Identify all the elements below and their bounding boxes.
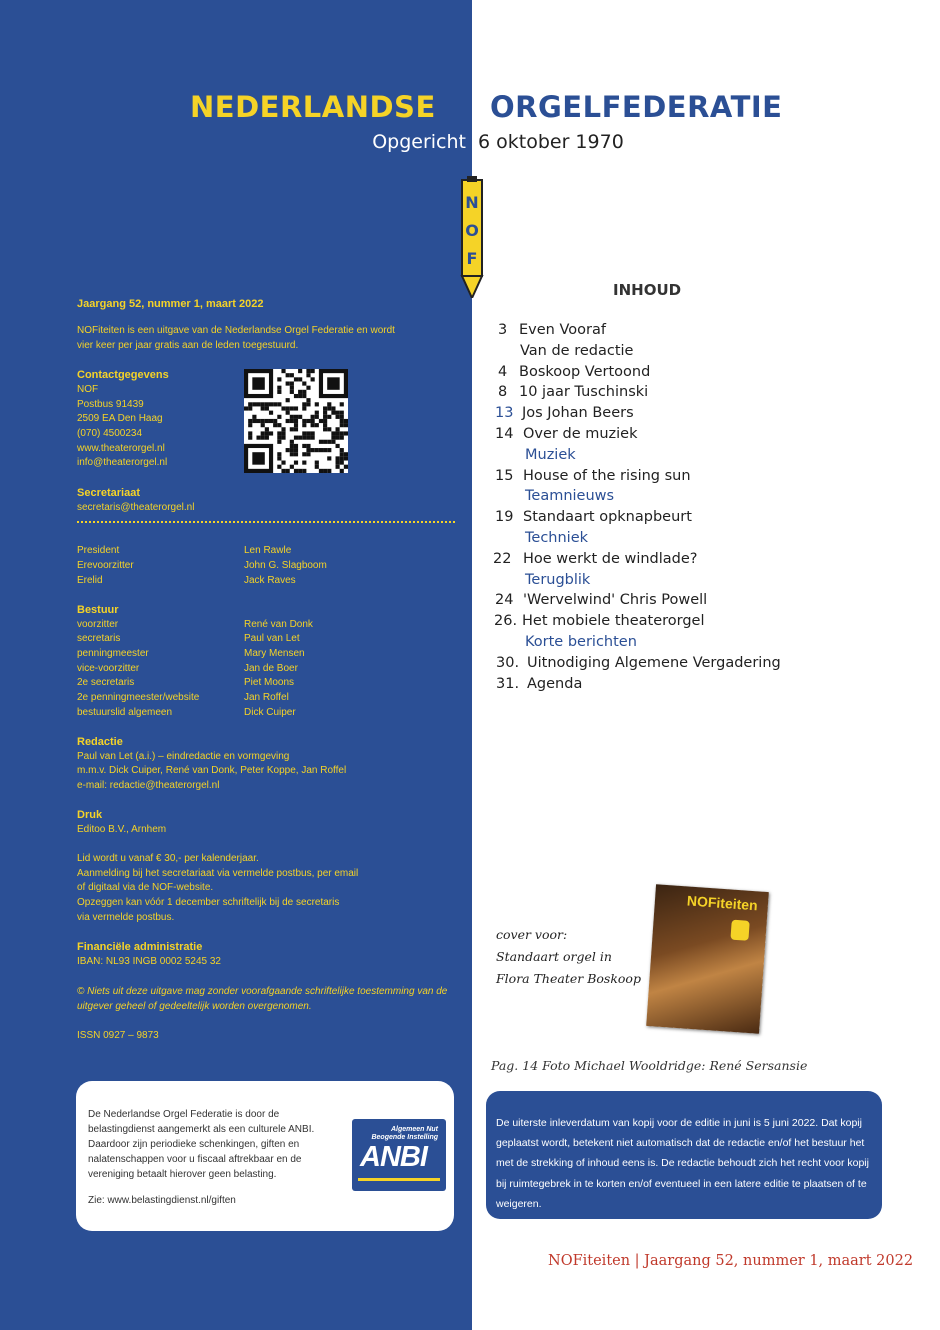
lid-line: Aanmelding bij het secretariaat via vermelde postbus, per email: [77, 868, 359, 879]
toc-page-number: 22: [493, 550, 512, 567]
inhoud-title: INHOUD: [613, 281, 682, 299]
bestuur-role: vice-voorzitter: [77, 663, 140, 674]
toc-entry-title[interactable]: House of the rising sun: [523, 467, 691, 484]
bestuur-role: voorzitter: [77, 619, 119, 630]
intro-line-1: NOFiteiten is een uitgave van de Nederlandse Orgel Federatie en wordt: [77, 325, 395, 336]
cover-caption-line: Flora Theater Boskoop: [496, 971, 641, 986]
anbi-logo-bar: [358, 1178, 440, 1181]
copyright-notice: © Niets uit deze uitgave mag zonder voorafgaande schriftelijke toestemming van de uitgever geheel of gedeeltelijk worden overgenomen.: [77, 986, 448, 1012]
toc-page-number: 3: [498, 322, 508, 338]
contact-line: (070) 4500234: [77, 428, 143, 439]
toc-entry-title[interactable]: Boskoop Vertoond: [519, 363, 651, 380]
toc-page-number: 31.: [496, 675, 520, 692]
contact-line: NOF: [77, 384, 99, 395]
officer-name: Jack Raves: [244, 575, 296, 586]
druk-line: Editoo B.V., Arnhem: [77, 824, 167, 835]
toc-page-number: 14: [495, 426, 514, 442]
lid-line: Lid wordt u vanaf € 30,- per kalenderjaar.: [77, 853, 259, 864]
toc-page-number: 24: [495, 592, 514, 609]
dotted-divider: [77, 521, 455, 523]
bestuur-role: penningmeester: [77, 648, 149, 659]
toc-section-heading[interactable]: Terugblik: [525, 571, 591, 588]
secretariaat-email-link[interactable]: secretaris@theaterorgel.nl: [77, 502, 195, 513]
contact-line: Postbus 91439: [77, 399, 144, 410]
bestuur-role: 2e penningmeester/website: [77, 692, 200, 703]
toc-page-number: 19: [495, 509, 514, 526]
toc-section-heading[interactable]: Muziek: [525, 446, 576, 463]
issue-line: Jaargang 52, nummer 1, maart 2022: [77, 298, 264, 310]
issn-line: ISSN 0927 – 9873: [77, 1030, 159, 1041]
toc-entry-title[interactable]: Hoe werkt de windlade?: [523, 550, 698, 567]
iban-line: IBAN: NL93 INGB 0002 5245 32: [77, 956, 221, 967]
bestuur-role: secretaris: [77, 633, 121, 644]
contact-heading: Contactgegevens: [77, 369, 169, 381]
toc-entry-title[interactable]: Jos Johan Beers: [522, 405, 634, 422]
anbi-url-link[interactable]: Zie: www.belastingdienst.nl/giften: [88, 1195, 236, 1206]
subtitle-opgericht: Opgericht: [372, 131, 466, 153]
toc-entry-title[interactable]: Even Vooraf: [519, 322, 606, 338]
anbi-text: De Nederlandse Orgel Federatie is door de belastingdienst aangemerkt als een culturele ANBI. Daardoor zijn periodieke schenkingen, giften en nalatenschappen voor u fiscaal aftrekbaar en de vereniging betaalt hierover geen belasting.: [88, 1109, 315, 1180]
lid-line: of digitaal via de NOF-website.: [77, 882, 214, 893]
bestuur-name: Jan de Boer: [244, 663, 298, 674]
toc-entry-title[interactable]: Over de muziek: [523, 426, 638, 442]
photo-credit: Pag. 14 Foto Michael Wooldridge: René Sersansie: [491, 1058, 808, 1073]
lid-line: Opzeggen kan vóór 1 december schriftelijk bij de secretaris: [77, 897, 340, 908]
lid-line: via vermelde postbus.: [77, 912, 175, 923]
bestuur-role: 2e secretaris: [77, 677, 135, 688]
contact-line: 2509 EA Den Haag: [77, 413, 163, 424]
anbi-logo-icon: [352, 1119, 446, 1191]
finance-heading: Financiële administratie: [77, 941, 203, 953]
toc-page-number: 15: [495, 467, 514, 484]
redactie-heading: Redactie: [77, 736, 123, 748]
bestuur-role: bestuurslid algemeen: [77, 707, 173, 718]
bestuur-name: Piet Moons: [244, 677, 295, 688]
svg-text:N: N: [465, 193, 479, 212]
deadline-text: De uiterste inleverdatum van kopij voor de editie in juni is 5 juni 2022. Dat kopij geplaatst wordt, betekent niet automatisch dat de redactie en/of het bestuur het met de strekking of inhoud eens is. De redactie behoudt zich het recht voor kopij bij ruimtegebrek in te korten en/of eventueel in een latere editie te plaatsen of te weigeren.: [496, 1117, 869, 1210]
toc-entry-title[interactable]: Agenda: [527, 675, 583, 692]
toc-page-number: 8: [498, 384, 508, 401]
anbi-box: [76, 1081, 454, 1231]
qr-code-icon[interactable]: [244, 369, 348, 473]
toc-section-heading[interactable]: Teamnieuws: [525, 488, 615, 505]
officer-role: President: [77, 545, 120, 556]
svg-text:O: O: [465, 221, 479, 240]
deadline-box: [486, 1091, 882, 1219]
title-nederlandse: NEDERLANDSE: [190, 90, 436, 124]
redactie-email-link[interactable]: e-mail: redactie@theaterorgel.nl: [77, 780, 220, 791]
bestuur-name: Dick Cuiper: [244, 707, 296, 718]
redactie-line: Paul van Let (a.i.) – eindredactie en vormgeving: [77, 751, 290, 762]
toc-entry-title[interactable]: 10 jaar Tuschinski: [519, 384, 649, 401]
toc-entry-title[interactable]: Van de redactie: [520, 342, 634, 359]
toc-page-number: 30.: [496, 654, 520, 671]
officer-name: John G. Slagboom: [244, 560, 327, 571]
toc-section-heading[interactable]: Techniek: [525, 530, 589, 546]
toc-entry-title[interactable]: Standaart opknapbeurt: [523, 509, 692, 526]
toc-page-number: 4: [498, 363, 508, 380]
bestuur-name: René van Donk: [244, 619, 313, 630]
druk-heading: Druk: [77, 809, 103, 821]
page-footer: NOFiteiten | Jaargang 52, nummer 1, maart 2022: [548, 1253, 914, 1269]
intro-line-2: vier keer per jaar gratis aan de leden toegestuurd.: [77, 340, 299, 351]
toc-page-number: 13: [495, 405, 514, 422]
cover-caption-line: cover voor:: [496, 927, 568, 942]
officer-role: Erevoorzitter: [77, 560, 134, 571]
bestuur-name: Jan Roffel: [244, 692, 289, 703]
contact-email-link[interactable]: info@theaterorgel.nl: [77, 457, 168, 468]
toc-section-heading[interactable]: Korte berichten: [525, 634, 637, 650]
cover-portrait-icon: [730, 920, 749, 941]
anbi-logo-text: ANBI: [360, 1141, 427, 1173]
bestuur-heading: Bestuur: [77, 604, 119, 616]
cover-caption-line: Standaart orgel in: [496, 949, 612, 964]
toc-page-number: 26.: [494, 613, 518, 630]
bestuur-name: Paul van Let: [244, 633, 300, 644]
anbi-logo-subtitle: Algemeen Nut Beogende Instelling: [371, 1126, 438, 1141]
officer-name: Len Rawle: [244, 545, 292, 556]
bestuur-name: Mary Mensen: [244, 648, 305, 659]
contact-website-link[interactable]: www.theaterorgel.nl: [77, 443, 165, 454]
officer-role: Erelid: [77, 575, 103, 586]
cover-magazine-title: NOFiteiten: [686, 892, 759, 914]
cover-image: [646, 884, 769, 1034]
toc-entry-title[interactable]: Het mobiele theaterorgel: [522, 613, 705, 630]
title-orgelfederatie: ORGELFEDERATIE: [490, 90, 783, 124]
toc-entry-title[interactable]: 'Wervelwind' Chris Powell: [523, 592, 708, 609]
toc-entry-title[interactable]: Uitnodiging Algemene Vergadering: [527, 654, 781, 671]
svg-text:F: F: [466, 249, 478, 268]
cover-caption: [496, 924, 641, 990]
nof-logo-icon: [458, 176, 486, 298]
subtitle-date: 6 oktober 1970: [478, 131, 624, 153]
secretariaat-heading: Secretariaat: [77, 487, 140, 499]
redactie-line: m.m.v. Dick Cuiper, René van Donk, Peter Koppe, Jan Roffel: [77, 765, 347, 776]
